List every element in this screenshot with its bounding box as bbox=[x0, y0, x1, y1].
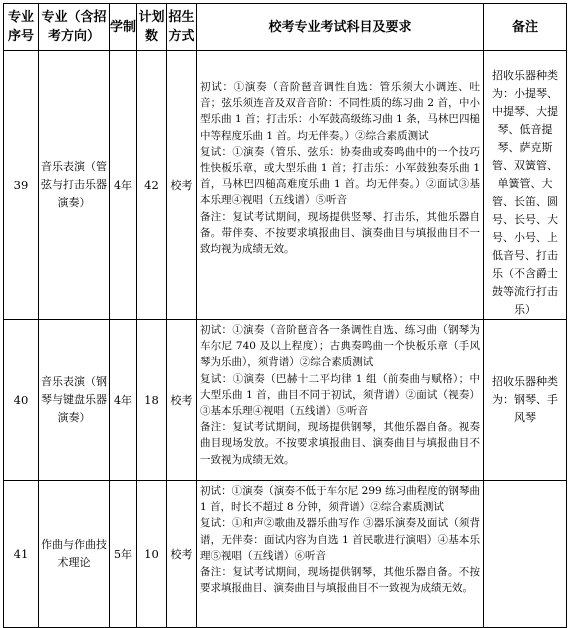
row-seq: 40 bbox=[4, 320, 39, 481]
row-plan: 18 bbox=[137, 320, 167, 481]
row-mode: 校考 bbox=[167, 481, 197, 628]
exam-preliminary: 初试：①演奏（音阶琶音调性自选：管乐须大小调连、吐音；弦乐须连音及双音音阶：不同性质的练习曲 2 首，中小型乐曲 1 首；打击乐：小军鼓高级练习曲 1 条，马林巴四槌中等程度乐曲 1 首。均无伴奏。）②综合素质测试 bbox=[200, 81, 480, 142]
row-exam-requirements bbox=[197, 481, 484, 628]
row-major: 作曲与作曲技术理论 bbox=[39, 481, 110, 628]
header-mode: 招生方式 bbox=[167, 4, 197, 51]
header-plan: 计划数 bbox=[137, 4, 167, 51]
header-duration: 学制 bbox=[110, 4, 137, 51]
row-seq: 41 bbox=[4, 481, 39, 628]
exam-retest: 复试：①演奏（管乐、弦乐：协奏曲或奏鸣曲中的一个技巧性快板乐章，或大型乐曲 1 首；打击乐：小军鼓独奏乐曲 1 首，马林巴四槌高难度乐曲 1 首。均无伴奏。）②面试③基本乐理④视唱（五线谱）⑤听音 bbox=[200, 145, 480, 207]
exam-remark: 备注：复试考试期间，现场提供钢琴，其他乐器自备。视奏曲目现场发放。不按要求填报曲目、演奏曲目与填报曲目不一致视为成绩无效。 bbox=[200, 421, 480, 466]
table-row bbox=[4, 51, 567, 320]
row-note: 招收乐器种类为：钢琴、手风琴 bbox=[484, 320, 567, 481]
header-seq: 专业序号 bbox=[4, 4, 39, 51]
header-row bbox=[4, 4, 567, 51]
row-exam-requirements bbox=[197, 320, 484, 481]
row-note bbox=[484, 481, 567, 628]
header-note: 备注 bbox=[484, 4, 567, 51]
header-exam: 校考专业考试科目及要求 bbox=[197, 4, 484, 51]
exam-retest: 复试：①和声②歌曲及器乐曲写作 ③器乐演奏及面试（须背谱，无伴奏：面试内容为自选 1 首民歌进行演唱）④基本乐理⑤视唱（五线谱）⑥听音 bbox=[200, 517, 480, 562]
row-seq: 39 bbox=[4, 51, 39, 320]
table-row bbox=[4, 320, 567, 481]
row-major: 音乐表演（管弦与打击乐器演奏） bbox=[39, 51, 110, 320]
row-plan: 42 bbox=[137, 51, 167, 320]
row-plan: 10 bbox=[137, 481, 167, 628]
row-note: 招收乐器种类为：小提琴、中提琴、大提琴、低音提琴、萨克斯管、双簧管、单簧管、大管、长笛、圆号、长号、大号、小号、上低音号、打击乐（不含爵士鼓等流行打击乐） bbox=[484, 51, 567, 320]
table-row bbox=[4, 481, 567, 628]
exam-remark: 备注：复试考试期间，现场提供竖琴、打击乐，其他乐器自备。带伴奏、不按要求填报曲目、演奏曲目与填报曲目不一致均视为成绩无效。 bbox=[200, 210, 480, 256]
row-major: 音乐表演（钢琴与键盘乐器演奏） bbox=[39, 320, 110, 481]
header-major: 专业（含招考方向） bbox=[39, 4, 110, 51]
row-mode: 校考 bbox=[167, 320, 197, 481]
exam-preliminary: 初试：①演奏（演奏不低于车尔尼 299 练习曲程度的钢琴曲 1 首，时长不超过 8 分钟，须背谱）②综合素质测试 bbox=[200, 485, 480, 514]
exam-retest: 复试：①演奏（巴赫十二平均律 1 组（前奏曲与赋格）；中大型乐曲 1 首，曲目不同于初试，须背谱）②面试（视奏）③基本乐理④视唱（五线谱）⑤听音 bbox=[200, 372, 480, 418]
row-duration: 5年 bbox=[110, 481, 137, 628]
row-exam-requirements bbox=[197, 51, 484, 320]
exam-remark: 备注：复试考试期间，现场提供钢琴，其他乐器自备。不按要求填报曲目、演奏曲目与填报曲目不一致视为成绩无效。 bbox=[200, 566, 480, 595]
row-duration: 4年 bbox=[110, 51, 137, 320]
admissions-table bbox=[3, 3, 567, 628]
row-duration: 4年 bbox=[110, 320, 137, 481]
exam-preliminary: 初试：①演奏（音阶琶音各一条调性自选、练习曲（钢琴为车尔尼 740 及以上程度）；古典奏鸣曲一个快板乐章（手风琴为乐曲），须背谱）②综合素质测试 bbox=[200, 324, 480, 369]
row-mode: 校考 bbox=[167, 51, 197, 320]
